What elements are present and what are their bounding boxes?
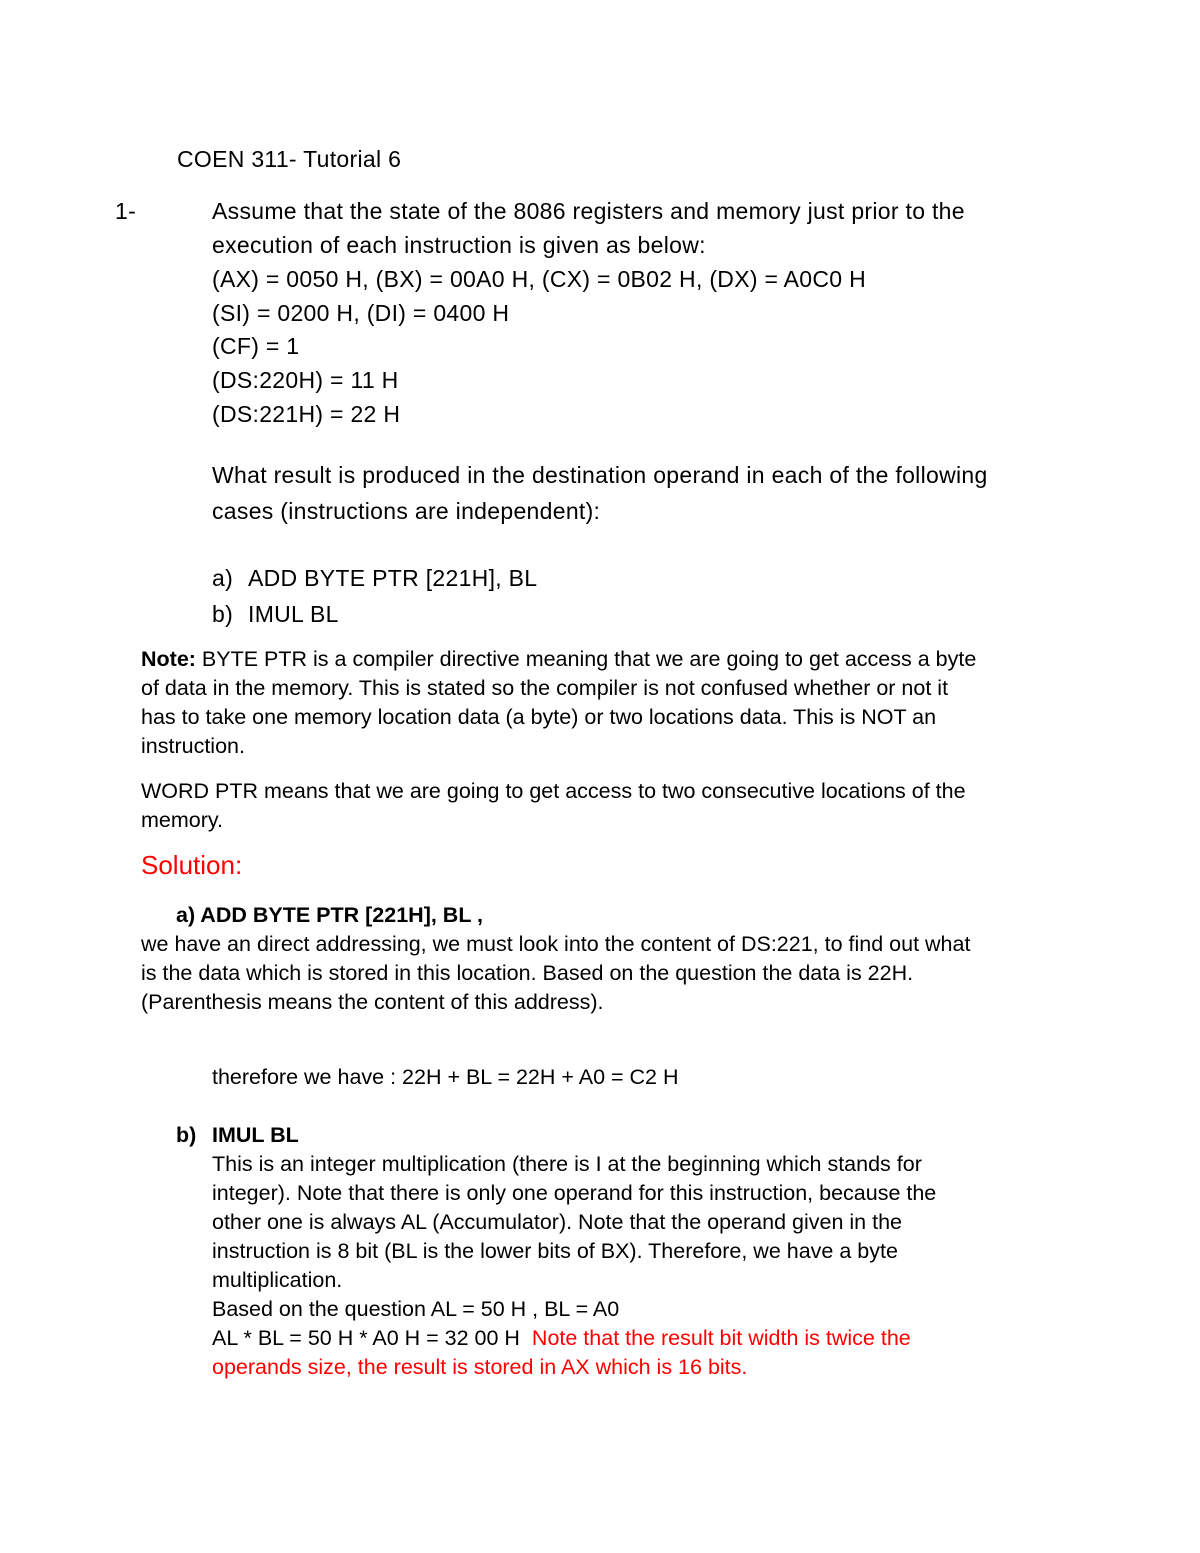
item-text: ADD BYTE PTR [221H], BL — [248, 565, 538, 591]
item-label: b) — [212, 601, 234, 627]
note-text: BYTE PTR is a compiler directive meaning that we are going to get access a byte — [195, 647, 977, 671]
solution-line: Based on the question AL = 50 H , BL = A0 — [212, 1297, 620, 1321]
solution-heading: Solution: — [141, 850, 243, 880]
register-line: (SI) = 0200 H, (DI) = 0400 H — [212, 300, 510, 326]
register-line: (DS:220H) = 11 H — [212, 367, 399, 393]
note-line: has to take one memory location data (a byte) or two locations data. This is NOT an — [141, 705, 937, 729]
note-line: WORD PTR means that we are going to get access to two consecutive locations of the — [141, 779, 966, 803]
question-prompt: cases (instructions are independent): — [212, 498, 601, 524]
solution-red-note: Note that the result bit width is twice the — [531, 1326, 911, 1350]
solution-line: other one is always AL (Accumulator). Note that the operand given in the — [212, 1210, 902, 1234]
note-line: memory. — [141, 808, 224, 832]
solution-line: is the data which is stored in this location. Based on the question the data is 22H. — [141, 961, 914, 985]
solution-line: multiplication. — [212, 1268, 343, 1292]
register-line: (DS:221H) = 22 H — [212, 401, 401, 427]
solution-b-heading: IMUL BL — [212, 1123, 299, 1147]
solution-line — [212, 1326, 911, 1351]
item-text: IMUL BL — [248, 601, 339, 627]
note-line: instruction. — [141, 734, 245, 758]
register-line: (AX) = 0050 H, (BX) = 00A0 H, (CX) = 0B02 H, (DX) = A0C0 H — [212, 266, 866, 292]
question-number: 1- — [115, 198, 137, 224]
doc-title: COEN 311- Tutorial 6 — [177, 146, 402, 172]
item-label: a) — [212, 565, 234, 591]
solution-line: This is an integer multiplication (there is I at the beginning which stands for — [212, 1152, 922, 1176]
solution-line: instruction is 8 bit (BL is the lower bits of BX). Therefore, we have a byte — [212, 1239, 898, 1263]
note-label: Note: — [141, 647, 196, 671]
solution-b-label: b) — [176, 1123, 197, 1147]
question-line: execution of each instruction is given as below: — [212, 232, 706, 258]
question-line: Assume that the state of the 8086 registers and memory just prior to the — [212, 198, 965, 224]
solution-line: (Parenthesis means the content of this address). — [141, 990, 604, 1014]
register-line: (CF) = 1 — [212, 333, 300, 359]
solution-computation: AL * BL = 50 H * A0 H = 32 00 H — [212, 1326, 520, 1350]
solution-red-note: operands size, the result is stored in AX which is 16 bits. — [212, 1355, 748, 1379]
question-prompt: What result is produced in the destination operand in each of the following — [212, 462, 988, 488]
solution-line: we have an direct addressing, we must look into the content of DS:221, to find out what — [141, 932, 971, 956]
note-line: of data in the memory. This is stated so the compiler is not confused whether or not it — [141, 676, 949, 700]
solution-line: integer). Note that there is only one operand for this instruction, because the — [212, 1181, 937, 1205]
note-line — [141, 647, 976, 672]
solution-a-heading: a) ADD BYTE PTR [221H], BL , — [176, 903, 484, 927]
solution-result: therefore we have : 22H + BL = 22H + A0 = C2 H — [212, 1065, 679, 1089]
